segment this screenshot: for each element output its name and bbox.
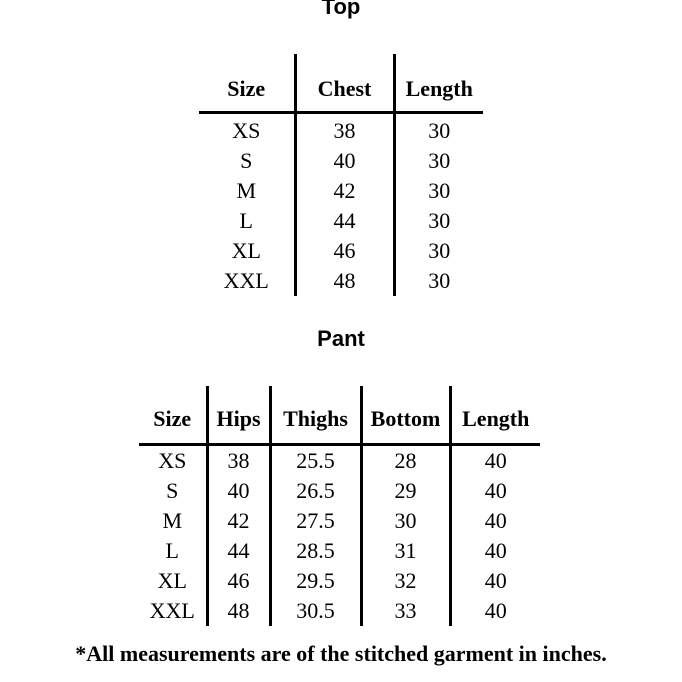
table-row: [139, 444, 540, 476]
table-cell: 38: [207, 444, 270, 476]
table-cell: L: [165, 537, 179, 563]
column-header-bottom: Bottom: [361, 386, 450, 444]
pant-table-title: Pant: [317, 326, 365, 351]
table-cell: 28.5: [270, 536, 361, 566]
column-header-thighs: Thighs: [270, 386, 361, 444]
table-cell: 27.5: [270, 506, 361, 536]
column-header-chest: Chest: [295, 54, 394, 112]
table-cell: 40: [450, 444, 540, 476]
table-row: [199, 266, 483, 296]
table-header-row: [139, 386, 540, 444]
table-cell: 40: [450, 506, 540, 536]
table-cell: 44: [295, 206, 394, 236]
table-cell: 30.5: [270, 596, 361, 626]
top-table-title: Top: [321, 0, 361, 19]
column-header-hips: Hips: [207, 386, 270, 444]
table-cell: 31: [361, 536, 450, 566]
table-cell: S: [166, 477, 179, 503]
table-cell: 48: [295, 266, 394, 296]
table-cell: 40: [450, 536, 540, 566]
table-cell: 48: [207, 596, 270, 626]
column-header-length: Length: [450, 386, 540, 444]
table-cell: XL: [231, 237, 261, 263]
top-size-table: [199, 54, 483, 296]
table-cell: 44: [207, 536, 270, 566]
table-cell: 40: [207, 476, 270, 506]
column-header-size: Size: [199, 54, 295, 112]
table-cell: 40: [450, 566, 540, 596]
table-cell: 28: [361, 444, 450, 476]
table-row: [139, 476, 540, 506]
column-header-length: Length: [394, 54, 483, 112]
table-cell: XXL: [223, 267, 269, 293]
table-cell: 42: [207, 506, 270, 536]
table-cell: 30: [394, 266, 483, 296]
table-cell: 30: [394, 146, 483, 176]
table-cell: XS: [158, 447, 187, 473]
table-cell: M: [236, 177, 257, 203]
table-cell: M: [162, 507, 183, 533]
table-row: [199, 236, 483, 266]
table-cell: 30: [394, 206, 483, 236]
measurement-footnote: *All measurements are of the stitched garment in inches.: [75, 641, 607, 666]
table-cell: 30: [394, 176, 483, 206]
table-cell: 40: [295, 146, 394, 176]
table-cell: 46: [295, 236, 394, 266]
table-header-row: [199, 54, 483, 112]
table-row: [199, 206, 483, 236]
table-cell: 29: [361, 476, 450, 506]
table-cell: 32: [361, 566, 450, 596]
table-cell: 40: [450, 596, 540, 626]
table-row: [199, 146, 483, 176]
table-cell: 26.5: [270, 476, 361, 506]
table-row: [199, 112, 483, 146]
table-cell: L: [239, 207, 253, 233]
table-cell: 30: [394, 236, 483, 266]
column-header-size: Size: [139, 386, 207, 444]
table-cell: 30: [394, 112, 483, 146]
table-cell: XL: [157, 567, 187, 593]
table-cell: 46: [207, 566, 270, 596]
table-cell: 30: [361, 506, 450, 536]
table-cell: XS: [232, 117, 261, 143]
table-cell: S: [240, 147, 253, 173]
table-cell: 33: [361, 596, 450, 626]
table-row: [139, 596, 540, 626]
pant-size-table: [139, 386, 540, 626]
table-cell: XXL: [149, 597, 195, 623]
table-cell: 25.5: [270, 444, 361, 476]
table-row: [139, 536, 540, 566]
table-row: [199, 176, 483, 206]
table-cell: 40: [450, 476, 540, 506]
table-row: [139, 566, 540, 596]
table-cell: 29.5: [270, 566, 361, 596]
table-cell: 42: [295, 176, 394, 206]
table-cell: 38: [295, 112, 394, 146]
table-row: [139, 506, 540, 536]
